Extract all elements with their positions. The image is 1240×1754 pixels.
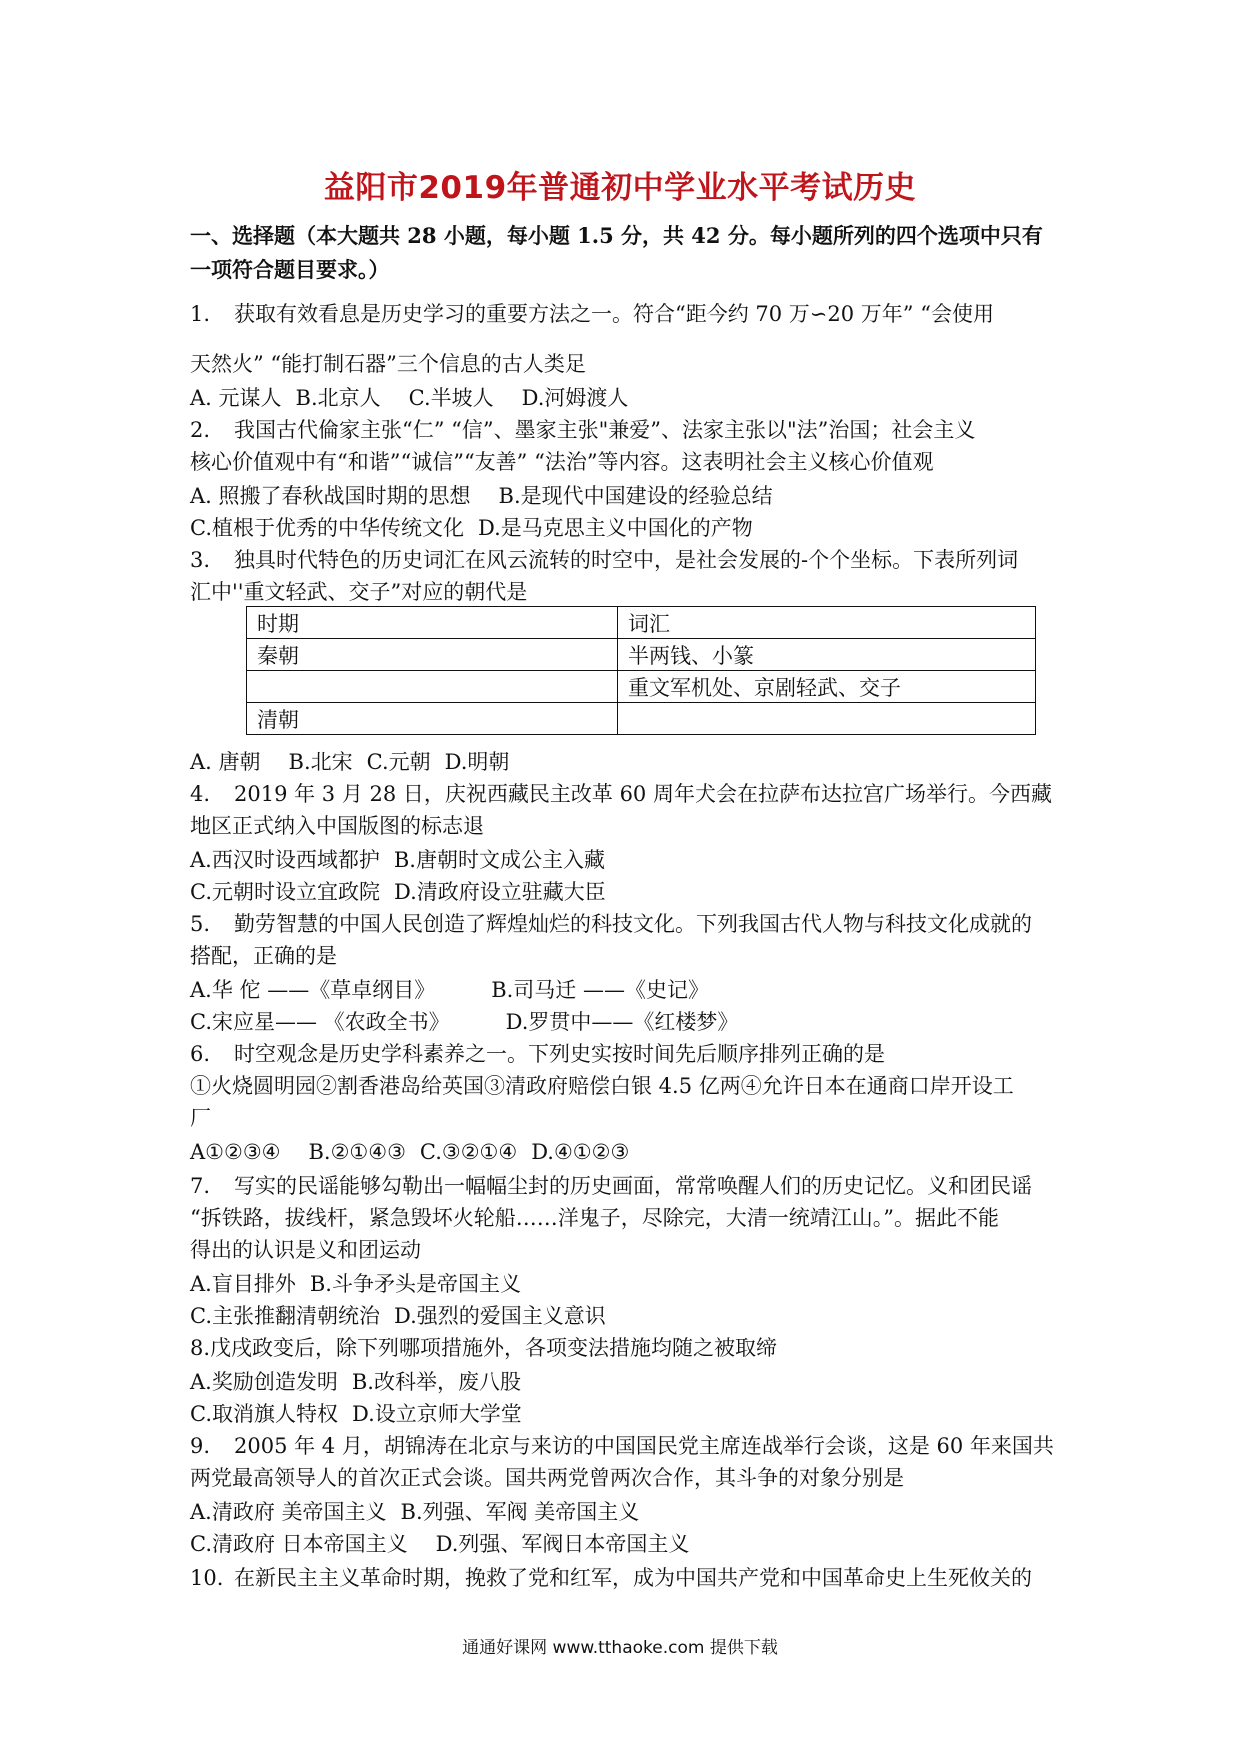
question-number: 8.	[190, 1336, 211, 1360]
option-c: C.半坡人	[408, 386, 494, 410]
question-number: 10.	[190, 1566, 224, 1590]
option-d: D.罗贯中——《红楼梦》	[505, 1010, 739, 1034]
question-1-line2: 天然火” “能打制石器”三个信息的古人类足	[190, 352, 586, 376]
table-cell: 秦朝	[247, 639, 618, 671]
question-2	[190, 416, 1060, 444]
option-a: A.清政府 美帝国主义	[190, 1500, 387, 1524]
question-text: 时空观念是历史学科素养之一。下列史实按时间先后顺序排列正确的是	[234, 1042, 885, 1066]
table-header-row	[247, 607, 1036, 639]
question-text: 写实的民谣能够勾勒出一幅幅尘封的历史画面，常常唤醒人们的历史记忆。义和团民谣	[234, 1174, 1032, 1198]
question-6-line2: ①火烧圆明园②割香港岛给英国③清政府赔偿白银 4.5 亿两④允许日本在通商口岸开设工	[190, 1074, 1014, 1098]
question-3	[190, 546, 1060, 574]
option-c: C.元朝时设立宜政院	[190, 880, 380, 904]
question-number: 2.	[190, 418, 211, 442]
table-header-cell: 词汇	[618, 607, 1036, 639]
option-c: C.主张推翻清朝统治	[190, 1304, 380, 1328]
question-text: 2019 年 3 月 28 日，庆祝西藏民主改革 60 周年犬会在拉萨布达拉宫广场举行。今西藏	[234, 782, 1052, 806]
question-2-line2: 核心价值观中有“和谐”“诚信”“友善” “法治”等内容。这表明社会主义核心价值观	[190, 450, 934, 474]
question-9-options-row2	[190, 1530, 1060, 1558]
option-d: D.清政府设立驻藏大臣	[394, 880, 606, 904]
page-footer: 通通好课网 www.tthaoke.com 提供下载	[462, 1638, 778, 1658]
question-1-options	[190, 384, 1060, 412]
table-row	[247, 671, 1036, 703]
question-5	[190, 910, 1060, 938]
question-8-options-row2	[190, 1400, 1060, 1428]
option-b: B.北宋	[288, 750, 353, 774]
question-2-options-row1	[190, 482, 1060, 510]
question-4	[190, 780, 1060, 808]
table-cell: 清朝	[247, 703, 618, 735]
question-10	[190, 1564, 1060, 1592]
option-d: D.强烈的爱国主义意识	[394, 1304, 606, 1328]
option-a: A.华 佗 ——《草卓纲目》	[190, 978, 436, 1002]
question-8-options-row1	[190, 1368, 1060, 1396]
question-3-line2: 汇中''重文轻武、交子”对应的朝代是	[190, 580, 528, 604]
option-c: C.宋应星—— 《农政全书》	[190, 1010, 450, 1034]
option-b: B.斗争矛头是帝国主义	[309, 1272, 521, 1296]
option-a: A①②③④	[190, 1140, 281, 1164]
table-cell	[247, 671, 618, 703]
table-cell: 重文军机处、京剧轻武、交子	[618, 671, 1036, 703]
question-3-options	[190, 748, 1060, 776]
option-b: B.是现代中国建设的经验总结	[498, 484, 773, 508]
question-text: 2005 年 4 月，胡锦涛在北京与来访的中国国民党主席连战举行会谈，这是 60 年来国共	[234, 1434, 1054, 1458]
option-b: B.②①④③	[308, 1140, 406, 1164]
question-8	[190, 1334, 1060, 1362]
question-number: 9.	[190, 1434, 211, 1458]
question-7	[190, 1172, 1060, 1200]
option-b: B.列强、军阀 美帝国主义	[400, 1500, 640, 1524]
option-c: C.元朝	[366, 750, 431, 774]
option-d: D.河姆渡人	[521, 386, 629, 410]
section-heading-line1: 一、选择题（本大题共 28 小题，每小题 1.5 分，共 42 分。每小题所列的四个选项中只有	[190, 223, 1043, 248]
question-5-options-row1	[190, 976, 1060, 1004]
question-text: 我国古代倫家主张“仁” “信”、墨家主张"兼爱”、法家主张以"法”治国；社会主义	[234, 418, 976, 442]
question-number: 1.	[190, 302, 211, 326]
question-7-options-row1	[190, 1270, 1060, 1298]
option-c: C.③②①④	[419, 1140, 518, 1164]
option-a: A.盲目排外	[190, 1272, 296, 1296]
question-9-options-row1	[190, 1498, 1060, 1526]
question-9	[190, 1432, 1060, 1460]
question-9-line2: 两党最高领导人的首次正式会谈。国共两党曾两次合作，其斗争的对象分别是	[190, 1466, 904, 1490]
option-d: D.④①②③	[531, 1140, 630, 1164]
option-a: A. 元谋人	[190, 386, 282, 410]
question-5-line2: 搭配，正确的是	[190, 944, 337, 968]
option-d: D.设立京师大学堂	[352, 1402, 522, 1426]
document-title: 益阳市2019年普通初中学业水平考试历史	[323, 170, 917, 206]
question-4-line2: 地区正式纳入中国版图的标志退	[190, 814, 484, 838]
table-cell	[618, 703, 1036, 735]
option-a: A.西汉时设西域都护	[190, 848, 380, 872]
question-text: 在新民主主义革命时期，挽救了党和红军，成为中国共产党和中国革命史上生死攸关的	[234, 1566, 1032, 1590]
question-6	[190, 1040, 1060, 1068]
table-row	[247, 703, 1036, 735]
table-row	[247, 639, 1036, 671]
question-number: 3.	[190, 548, 211, 572]
question-text: 勤劳智慧的中国人民创造了辉煌灿烂的科技文化。下列我国古代人物与科技文化成就的	[234, 912, 1032, 936]
question-text: 获取有效看息是历史学习的重要方法之一。符合“距今约 70 万∽20 万年” “会使用	[234, 302, 994, 326]
question-number: 6.	[190, 1042, 211, 1066]
question-1	[190, 300, 1060, 328]
option-d: D.列强、军阀日本帝国主义	[435, 1532, 690, 1556]
option-c: C.取消旗人特权	[190, 1402, 338, 1426]
question-number: 4.	[190, 782, 211, 806]
vocabulary-table	[246, 606, 1036, 735]
question-number: 5.	[190, 912, 211, 936]
question-4-options-row1	[190, 846, 1060, 874]
question-text: 独具时代特色的历史词汇在风云流转的时空中，是社会发展的-个个坐标。下表所列词	[234, 548, 1019, 572]
section-heading-line2: 一项符合题目要求。）	[190, 257, 390, 282]
question-number: 7.	[190, 1174, 211, 1198]
question-7-line3: 得出的认识是义和团运动	[190, 1238, 421, 1262]
question-7-line2: “拆铁路，拔线杆，紧急毁坏火轮船……洋鬼子，尽除完，大清一统靖江山。”。据此不能	[190, 1206, 999, 1230]
option-b: B.改科举，废八股	[351, 1370, 521, 1394]
option-c: C.植根于优秀的中华传统文化	[190, 516, 464, 540]
option-d: D.明朝	[444, 750, 510, 774]
option-b: B.唐朝时文成公主入藏	[393, 848, 605, 872]
question-4-options-row2	[190, 878, 1060, 906]
option-a: A.奖励创造发明	[190, 1370, 338, 1394]
option-b: B.北京人	[295, 386, 381, 410]
question-6-options	[190, 1138, 1060, 1166]
question-5-options-row2	[190, 1008, 1060, 1036]
question-text: 戊戌政变后，除下列哪项措施外，各项变法措施均随之被取缔	[210, 1336, 778, 1360]
option-a: A. 唐朝	[190, 750, 261, 774]
question-7-options-row2	[190, 1302, 1060, 1330]
table-header-cell: 时期	[247, 607, 618, 639]
option-d: D.是马克思主义中国化的产物	[478, 516, 753, 540]
option-b: B.司马迁 ——《史记》	[491, 978, 709, 1002]
question-2-options-row2	[190, 514, 1060, 542]
question-6-line3: 厂	[190, 1106, 211, 1130]
table-cell: 半两钱、小篆	[618, 639, 1036, 671]
option-a: A. 照搬了春秋战国时期的思想	[190, 484, 471, 508]
option-c: C.清政府 日本帝国主义	[190, 1532, 408, 1556]
